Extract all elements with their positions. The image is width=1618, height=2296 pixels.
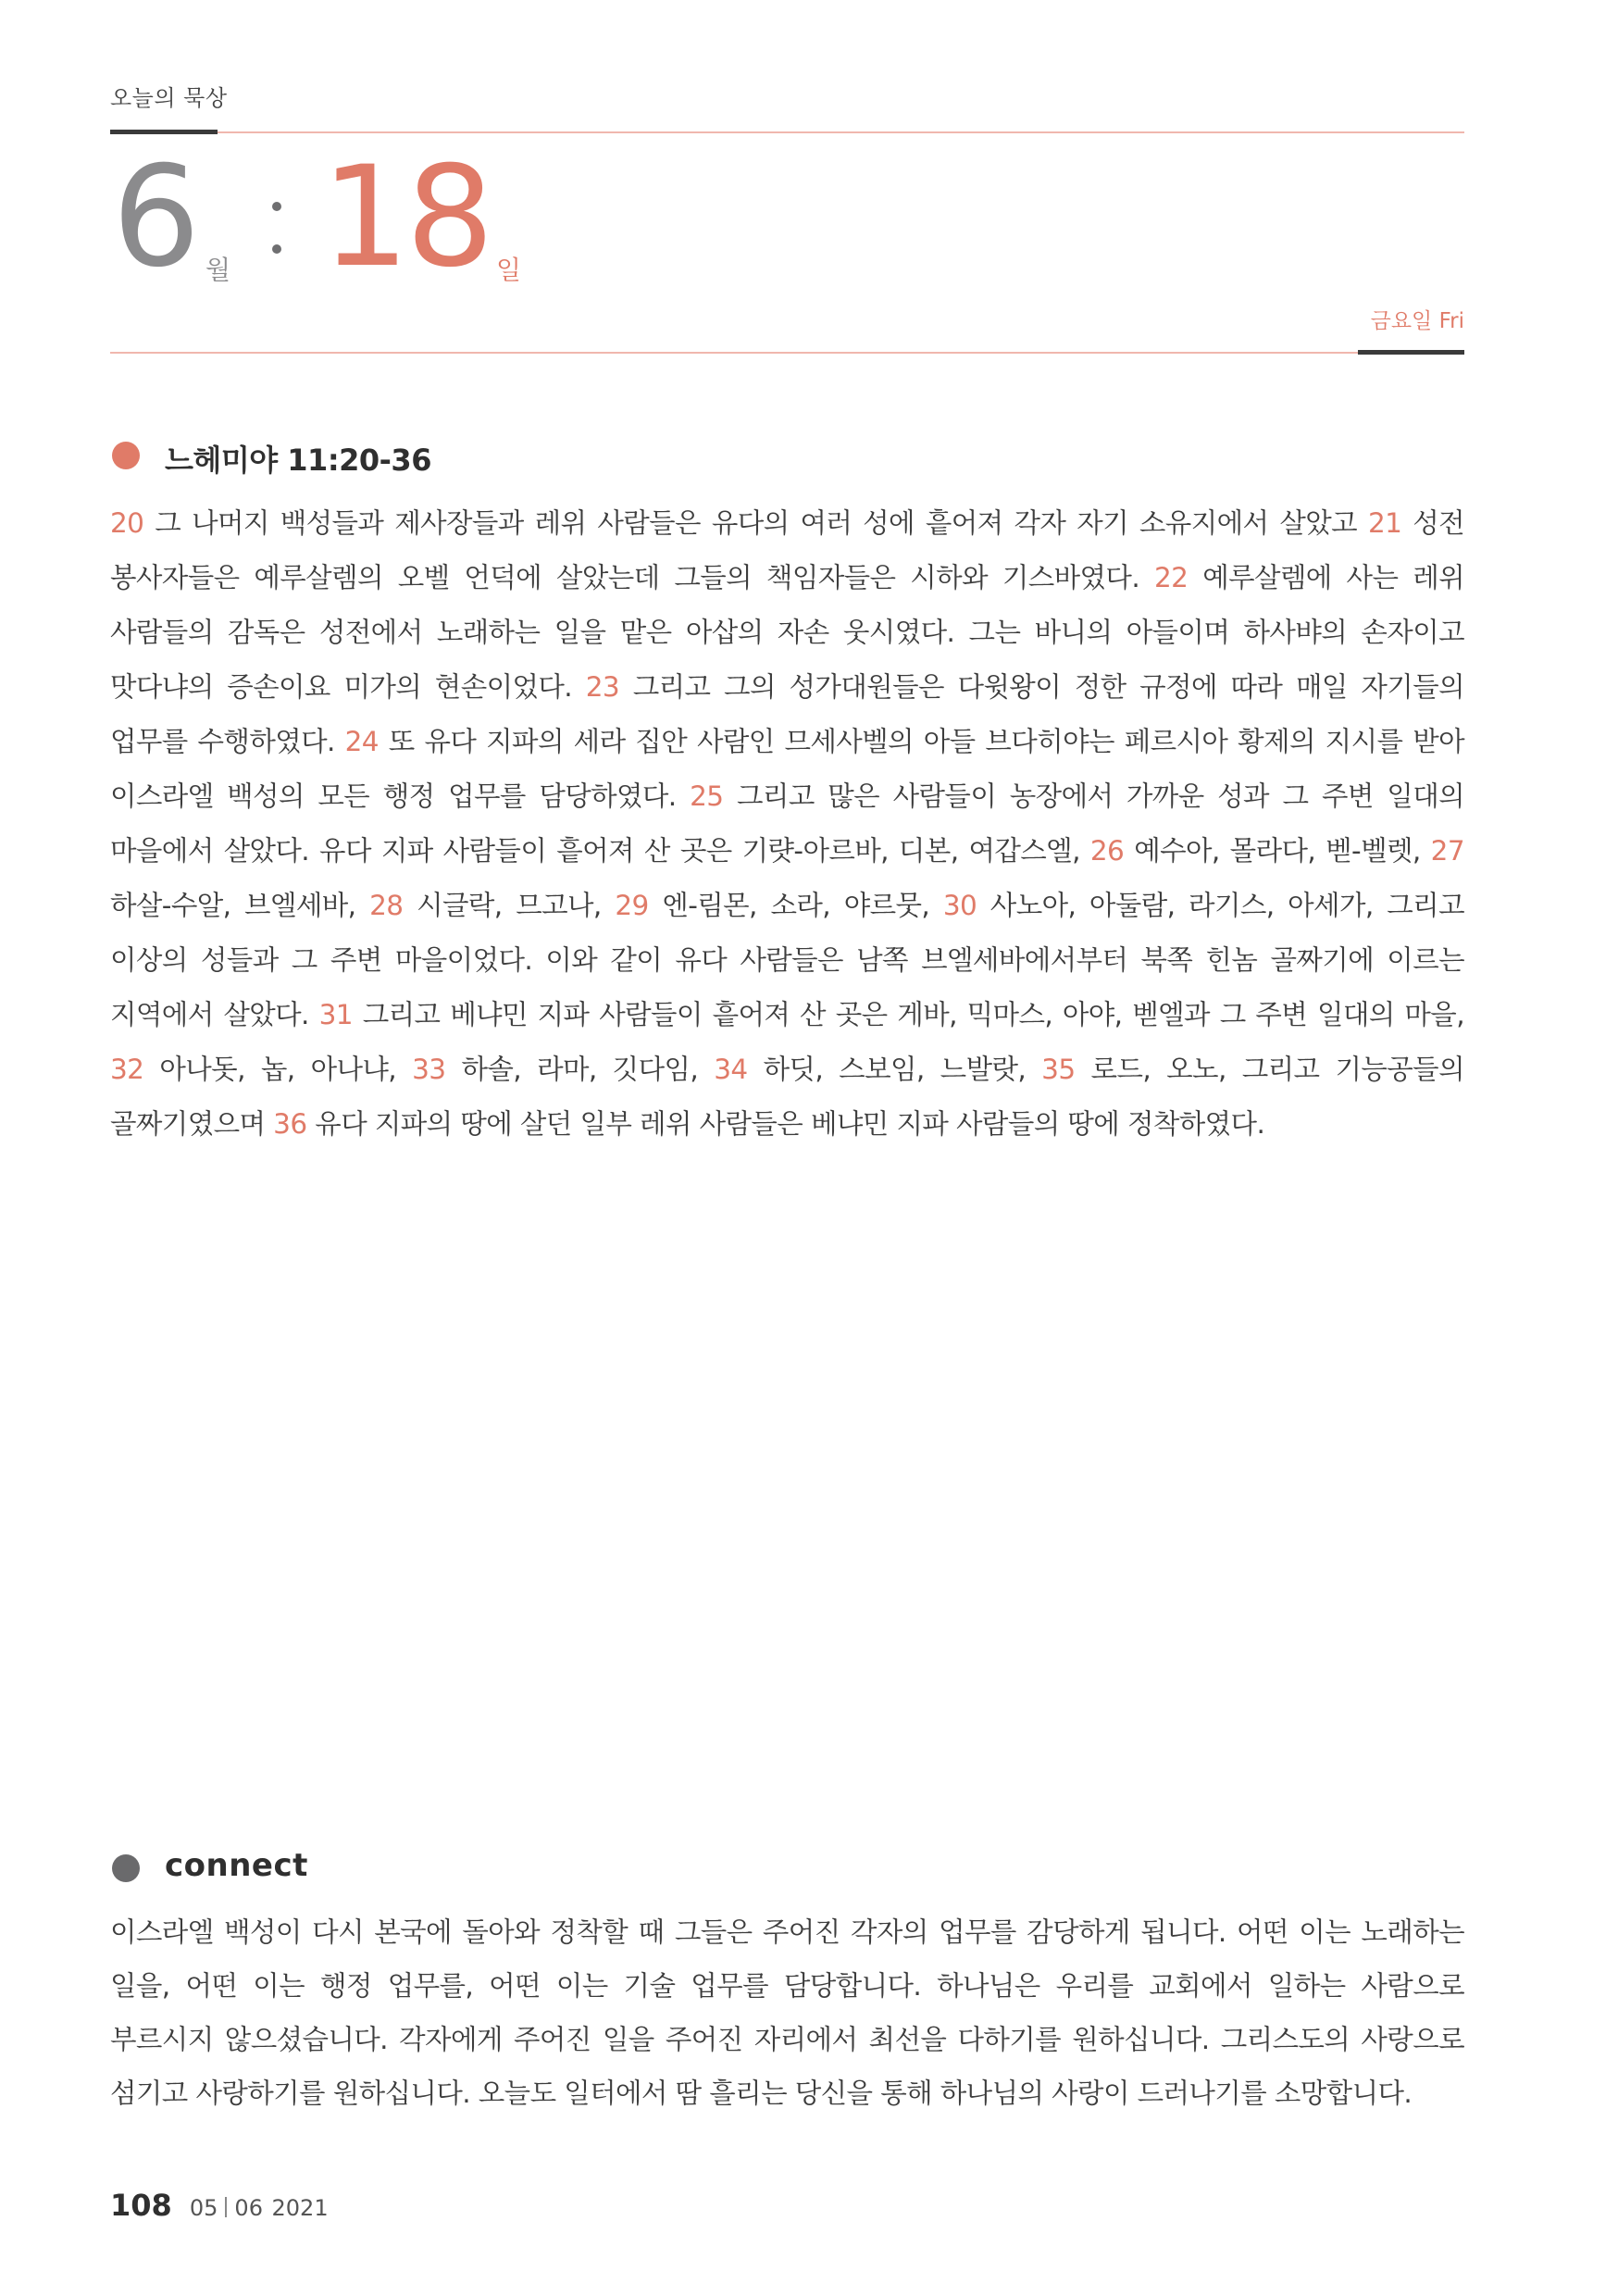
verse-text: 성전 봉사자들은 예루살렘의 오벨 언덕에 살았는데 그들의 책임자들은 시하와 기스바였다. — [110, 507, 1464, 593]
connect-bullet-icon — [112, 1854, 140, 1882]
verse-number: 35 — [1041, 1054, 1076, 1085]
issue-month: 05 — [189, 2195, 218, 2221]
verse-text: 그리고 베냐민 지파 사람들이 흩어져 산 곳은 게바, 믹마스, 아야, 벧엘과 그 주변 일대의 마을, — [352, 999, 1464, 1030]
passage-reference: 느헤미야 11:20-36 — [165, 443, 431, 478]
verse-text: 그리고 그의 성가대원들은 다윗왕이 정한 규정에 따라 매일 자기들의 업무를 수행하였다. — [110, 671, 1464, 757]
verse-text: 예루살렘에 사는 레위 사람들의 감독은 성전에서 노래하는 일을 맡은 아삽의 자손 웃시였다. 그는 바니의 아들이며 하사뱌의 손자이고 맛다냐의 증손이요 미가의 현손이었다. — [110, 562, 1465, 703]
page-number: 108 — [110, 2188, 172, 2223]
verse-number: 34 — [714, 1054, 748, 1085]
verse-number: 36 — [273, 1108, 307, 1140]
verse-number: 29 — [615, 890, 649, 921]
verse-number: 25 — [690, 780, 724, 812]
month-number: 6 — [112, 137, 197, 298]
verse-number: 31 — [318, 999, 353, 1030]
passage-bullet-icon — [112, 442, 140, 469]
top-divider-accent — [110, 130, 218, 134]
connect-body: 이스라엘 백성이 다시 본국에 돌아와 정착할 때 그들은 주어진 각자의 업무를 감당하게 됩니다. 어떤 이는 노래하는 일을, 어떤 이는 행정 업무를, 어떤 이는 기술 업무를 담당합니다. 하나님은 우리를 교회에서 일하는 사람으로 부르시지 않으셨습니다. 각자에게 주어진 일을 주어진 자리에서 최선을 다하기를 원하십니다. 그리스도의 사랑으로 섬기고 사랑하기를 원하십니다. 오늘도 일터에서 땀 흘리는 당신을 통해 하나님의 사랑이 드러나기를 소망합니다. — [110, 1916, 1464, 2109]
verse-text: 또 유다 지파의 세라 집안 사람인 므세사벨의 아들 브다히야는 페르시아 황제의 지시를 받아 이스라엘 백성의 모든 행정 업무를 담당하였다. — [110, 726, 1464, 812]
verse-text: 그 나머지 백성들과 제사장들과 레위 사람들은 유다의 여러 성에 흩어져 각자 자기 소유지에서 살았고 — [143, 507, 1368, 539]
weekday-label: 금요일 Fri — [1370, 309, 1464, 333]
verse-text: 하솔, 라마, 깃다임, — [445, 1054, 715, 1085]
page-footer — [110, 2188, 329, 2223]
scripture-text — [110, 496, 1464, 1152]
date-colon — [272, 202, 281, 257]
verse-number: 21 — [1367, 507, 1402, 539]
header-divider-accent — [1358, 350, 1464, 355]
verse-text: 아나돗, 놉, 아나냐, — [143, 1054, 413, 1085]
verse-number: 27 — [1430, 835, 1464, 867]
verse-number: 26 — [1089, 835, 1125, 867]
verse-number: 30 — [942, 890, 977, 921]
verse-text: 하딧, 스보임, 느발랏, — [747, 1054, 1042, 1085]
verse-number: 20 — [110, 507, 144, 539]
day-unit: 일 — [496, 255, 522, 285]
verse-number: 24 — [344, 726, 379, 757]
verse-text: 하살-수알, 브엘세바, — [110, 890, 370, 921]
date-block — [110, 137, 758, 306]
verse-text: 사노아, 아둘람, 라기스, 아세가, 그리고 이상의 성들과 그 주변 마을이었다. 이와 같이 유다 사람들은 남쪽 브엘세바에서부터 북쪽 힌놈 골짜기에 이르는 지역에서 살았다. — [110, 890, 1464, 1030]
connect-heading: connect — [165, 1847, 308, 1884]
verse-text: 그리고 많은 사람들이 농장에서 가까운 성과 그 주변 일대의 마을에서 살았다. 유다 지파 사람들이 흩어져 산 곳은 기럇-아르바, 디본, 여갑스엘, — [110, 780, 1464, 867]
day-number: 18 — [321, 137, 491, 298]
verse-number: 32 — [110, 1054, 144, 1085]
verse-text: 유다 지파의 땅에 살던 일부 레위 사람들은 베냐민 지파 사람들의 땅에 정착하였다. — [306, 1108, 1265, 1140]
verse-number: 28 — [369, 890, 404, 921]
month-unit: 월 — [205, 255, 231, 285]
verse-text: 시글락, 므고나, — [403, 890, 616, 921]
verse-text: 예수아, 몰라다, 벧-벨렛, — [1124, 835, 1431, 867]
header-divider — [110, 352, 1464, 354]
verse-number: 33 — [412, 1054, 446, 1085]
issue-year: 2021 — [271, 2195, 329, 2221]
verse-number: 22 — [1153, 562, 1189, 593]
issue-month-end: 06 — [234, 2195, 263, 2221]
verse-text: 엔-림몬, 소라, 야르뭇, — [648, 890, 943, 921]
verse-number: 23 — [585, 671, 620, 703]
top-divider — [110, 131, 1464, 133]
section-label: 오늘의 묵상 — [110, 85, 228, 111]
footer-separator — [225, 2197, 227, 2217]
verse-text: 로드, 오노, 그리고 기능공들의 골짜기였으며 — [110, 1054, 1464, 1140]
